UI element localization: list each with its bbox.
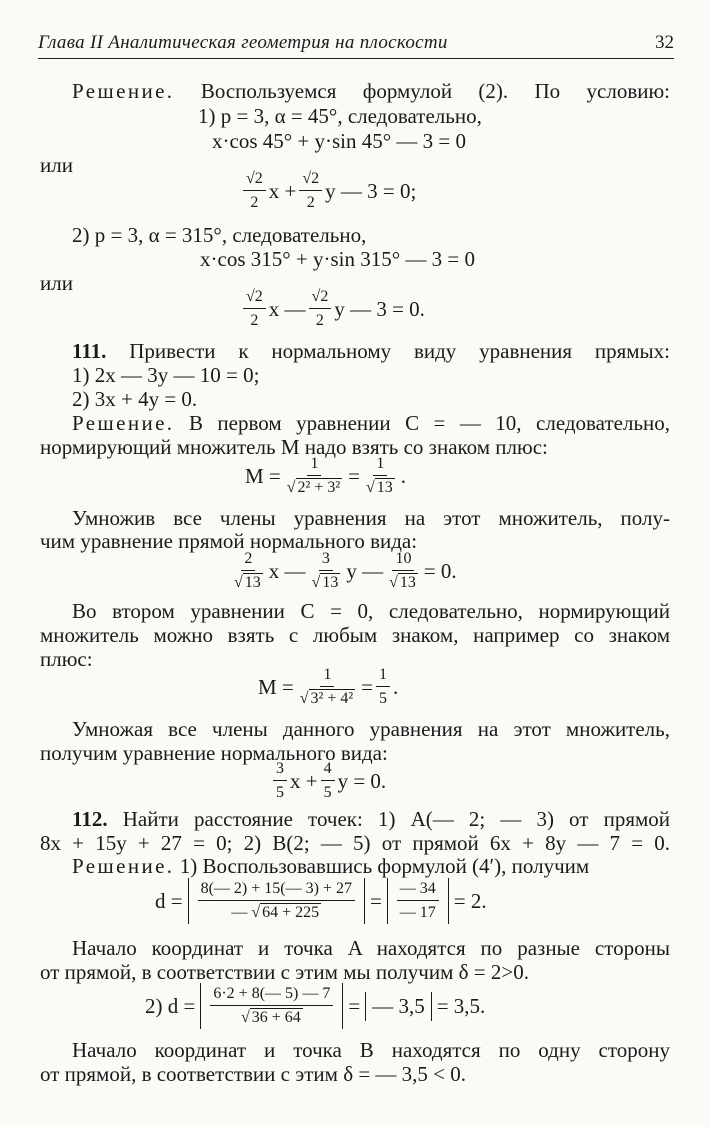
- fraction: $\frac{1}{5}$: [376, 666, 390, 708]
- equation-normal-1: √2 2 x + $\frac{√2}{2}$ y — 3 = 0;: [240, 170, 416, 212]
- problem-112-number: 112.: [72, 807, 108, 831]
- fraction: √2 2: [243, 288, 266, 330]
- or-word-2: или: [40, 271, 73, 295]
- problem-112-lines: 8x + 15y + 27 = 0; 2) B(2; — 5) от прямой 6x + 8y — 7 = 0.: [40, 831, 670, 855]
- text-line: Начало координат и точка A находятся по разные стороны: [72, 936, 670, 960]
- solution-label: Решение.: [72, 411, 175, 435]
- fraction: — 34 — 17: [397, 880, 439, 922]
- problem-111-text: Привести к нормальному виду уравнения прямых:: [129, 339, 671, 363]
- case-1-text: 1) p = 3, α = 45°, следовательно,: [198, 104, 482, 128]
- equation-normal-111-2: 3 5 x + $\frac{4}{5}$ y = 0.: [270, 760, 386, 802]
- text-line: Умножив все члены уравнения на этот множитель, полу-: [72, 506, 670, 530]
- fraction: 6·2 + 8(— 5) — 7 √ 36 + 64: [210, 985, 333, 1027]
- fraction: 2 √ 13: [234, 550, 261, 591]
- solution-111-line: Решение. В первом уравнении C = — 10, следовательно,: [72, 411, 671, 435]
- equation-normal-111-1: 2 √ 13 x — 3 √ 13 y — $\frac{10}{√ 13}$ = 0.: [228, 550, 457, 592]
- problem-111-number: 111.: [72, 339, 107, 363]
- equation-normal-2: √2 2 x — √2 2 y — 3 = 0.: [240, 288, 425, 330]
- text-line: Начало координат и точка B находятся по одну сторону: [72, 1038, 670, 1062]
- equation-multiplier-2: M = $\frac{1}{\text{√ 3² + 4²}}$ = $\frac{1}{5}$ .: [258, 666, 399, 707]
- text-line: множитель можно взять с любым знаком, например со знаком: [40, 623, 670, 647]
- text-line: от прямой, в соответствии с этим мы получим δ = 2>0.: [40, 960, 529, 984]
- equation-multiplier-1: M = $\frac{1}{\text{√ 2² + 3²}}$ = $\frac{1}{√ 13}$ .: [245, 455, 407, 496]
- solution-intro-text: Воспользуемся формулой (2). По условию:: [200, 79, 671, 103]
- text-line: чим уравнение прямой нормального вида:: [40, 529, 418, 553]
- equation-case-2: x·cos 315° + y·sin 315° — 3 = 0: [200, 247, 475, 271]
- absolute-value: [387, 878, 449, 924]
- text-line: плюс:: [40, 647, 93, 671]
- absolute-value: — 3,5: [365, 992, 432, 1021]
- fraction: $\frac{4}{5}$: [321, 760, 335, 802]
- chapter-title: Глава II Аналитическая геометрия на плоскости: [38, 32, 448, 53]
- problem-111-eq-2: 2) 3x + 4y = 0.: [72, 387, 198, 411]
- absolute-value: [200, 983, 343, 1029]
- fraction: $\frac{10}{√ 13}$: [389, 550, 416, 591]
- case-2-text: 2) p = 3, α = 315°, следовательно,: [72, 223, 367, 247]
- problem-111-eq-1: 1) 2x — 3y — 10 = 0;: [72, 363, 260, 387]
- problem-112-text: Найти расстояние точек: 1) A(— 2; — 3) от прямой: [122, 807, 671, 831]
- solution-intro-line: [72, 78, 670, 104]
- page-number: 32: [655, 32, 674, 53]
- problem-111-line: [72, 338, 670, 364]
- solution-label: Решение.: [72, 854, 175, 878]
- text-line: от прямой, в соответствии с этим δ = — 3,5 < 0.: [40, 1062, 467, 1086]
- or-word-1: или: [40, 153, 73, 177]
- fraction: 8(— 2) + 15(— 3) + 27 — √ 64 + 225: [198, 880, 355, 922]
- fraction: $\frac{1}{√ 13}$: [366, 455, 393, 496]
- fraction: √2 2: [309, 288, 332, 330]
- problem-112-line: [72, 806, 670, 832]
- solution-112-line: Решение. 1) Воспользовавшись формулой (4′), получим: [72, 854, 590, 878]
- fraction: $\frac{√2}{2}$: [299, 170, 322, 212]
- fraction: √2 2: [243, 170, 266, 212]
- equation-case-1: x·cos 45° + y·sin 45° — 3 = 0: [212, 129, 466, 153]
- equation-distance-2: 2) d = 6·2 + 8(— 5) — 7 √ 36 + 64 = — 3,5 = 3,5.: [145, 983, 485, 1029]
- fraction: 3 √ 13: [311, 550, 339, 591]
- fraction: 3 5: [273, 760, 287, 802]
- running-header: [38, 30, 674, 59]
- solution-label: Решение.: [72, 79, 175, 103]
- fraction: $\frac{1}{\text{√ 2² + 3²}}$: [286, 455, 341, 496]
- text-line: нормирующий множитель M надо взять со знаком плюс:: [40, 435, 548, 459]
- fraction: $\frac{1}{\text{√ 3² + 4²}}$: [299, 666, 354, 707]
- text-line: Умножая все члены данного уравнения на этот множитель,: [72, 717, 670, 741]
- equation-distance-1: d = 8(— 2) + 15(— 3) + 27 — √ 64 + 225 = — 34 — 17 = 2.: [155, 878, 487, 924]
- absolute-value: [188, 878, 365, 924]
- text-line: получим уравнение нормального вида:: [40, 741, 388, 765]
- text-line: Во втором уравнении C = 0, следовательно, нормирующий: [72, 599, 670, 623]
